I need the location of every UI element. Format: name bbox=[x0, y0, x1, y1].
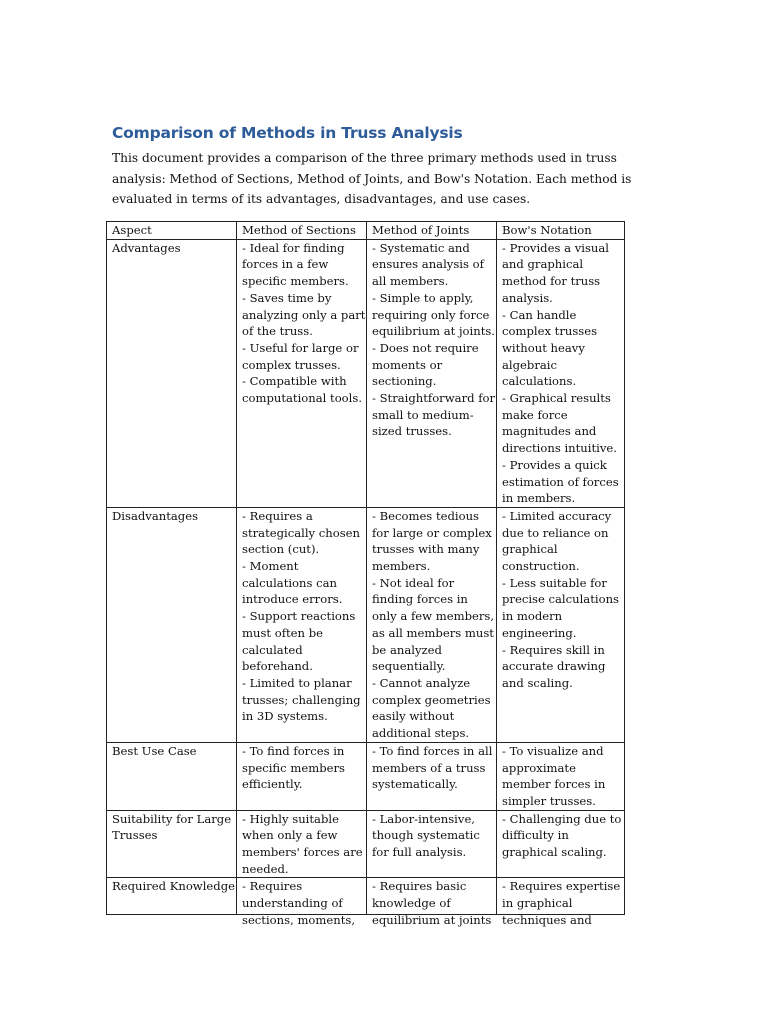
point: - Systematic and ensures analysis of all members. bbox=[372, 240, 484, 289]
point: - Moment calculations can introduce errors. bbox=[242, 559, 343, 607]
point: - Simple to apply, requiring only force equilibrium at joints. bbox=[372, 290, 495, 339]
comparison-table bbox=[106, 221, 625, 927]
header-cell: Aspect bbox=[107, 222, 237, 240]
point: - Useful for large or complex trusses. bbox=[242, 340, 359, 372]
point: - Requires a strategically chosen section (cut). bbox=[242, 508, 360, 557]
sections-cell bbox=[237, 239, 367, 507]
point: - Not ideal for finding forces in only a few members, as all members must be analyzed sequentially. bbox=[372, 575, 495, 674]
point: - Less suitable for precise calculations in modern engineering. bbox=[502, 575, 619, 640]
point: - Becomes tedious for large or complex trusses with many members. bbox=[372, 508, 492, 574]
joints-cell bbox=[367, 742, 497, 810]
header-cell: Method of Joints bbox=[367, 222, 497, 240]
sections-cell bbox=[237, 878, 367, 927]
table-row bbox=[107, 742, 625, 810]
bows-cell bbox=[497, 239, 625, 507]
point: - To find forces in specific members efficiently. bbox=[242, 743, 345, 792]
point: - Provides a quick estimation of forces in members. bbox=[502, 457, 619, 506]
bows-cell bbox=[497, 810, 625, 878]
sections-cell bbox=[237, 507, 367, 742]
point: - Requires understanding of sections, moments, bbox=[242, 879, 356, 927]
aspect-cell: Disadvantages bbox=[107, 507, 237, 742]
point: - Highly suitable when only a few members' forces are needed. bbox=[242, 811, 363, 876]
point: - Requires skill in accurate drawing and scaling. bbox=[502, 642, 606, 690]
point: - Challenging due to difficulty in graphical scaling. bbox=[502, 811, 622, 860]
header-row bbox=[107, 222, 625, 240]
point: - Requires expertise in graphical techniques and bbox=[502, 879, 621, 927]
joints-cell bbox=[367, 878, 497, 927]
aspect-cell: Advantages bbox=[107, 239, 237, 507]
table-row bbox=[107, 810, 625, 878]
bows-cell bbox=[497, 742, 625, 810]
point: - Straightforward for small to medium-sized trusses. bbox=[372, 391, 496, 439]
sections-cell bbox=[237, 742, 367, 810]
point: - To visualize and approximate member forces in simpler trusses. bbox=[502, 743, 606, 808]
aspect-cell: Suitability for Large Trusses bbox=[107, 810, 237, 878]
point: - Provides a visual and graphical method for truss analysis. bbox=[502, 240, 609, 305]
header-cell: Method of Sections bbox=[237, 222, 367, 240]
header-cell: Bow's Notation bbox=[497, 222, 625, 240]
document-title: Comparison of Methods in Truss Analysis bbox=[112, 124, 463, 142]
intro-paragraph: This document provides a comparison of the three primary methods used in truss analysis: Method of Sections, Method of Joints, and Bow's Notation. Each method is evaluated in terms of its advantages, disadvantages, and use cases. bbox=[112, 151, 632, 206]
aspect-cell: Best Use Case bbox=[107, 742, 237, 810]
bows-cell bbox=[497, 507, 625, 742]
point: - Support reactions must often be calculated beforehand. bbox=[242, 609, 356, 674]
table-row bbox=[107, 239, 625, 507]
aspect-cell: Required Knowledge bbox=[107, 878, 237, 915]
sections-cell bbox=[237, 810, 367, 878]
point: - Does not require moments or sectioning. bbox=[372, 340, 479, 389]
point: - Labor-intensive, though systematic for full analysis. bbox=[372, 811, 480, 860]
point: - Graphical results make force magnitudes and directions intuitive. bbox=[502, 391, 617, 456]
joints-cell bbox=[367, 810, 497, 878]
table-row bbox=[107, 878, 625, 915]
joints-cell bbox=[367, 507, 497, 742]
point: - Limited accuracy due to reliance on graphical construction. bbox=[502, 508, 612, 574]
point: - Limited to planar trusses; challenging in 3D systems. bbox=[242, 675, 361, 724]
joints-cell bbox=[367, 239, 497, 507]
point: - To find forces in all members of a truss systematically. bbox=[372, 743, 493, 792]
table-row bbox=[107, 507, 625, 742]
bows-cell bbox=[497, 878, 625, 927]
point: - Cannot analyze complex geometries easily without additional steps. bbox=[372, 675, 491, 741]
point: - Saves time by analyzing only a part of the truss. bbox=[242, 290, 366, 339]
point: - Ideal for finding forces in a few specific members. bbox=[242, 240, 349, 289]
point: - Requires basic knowledge of equilibrium at joints bbox=[372, 879, 492, 927]
point: - Compatible with computational tools. bbox=[242, 374, 363, 406]
point: - Can handle complex trusses without heavy algebraic calculations. bbox=[502, 307, 598, 389]
